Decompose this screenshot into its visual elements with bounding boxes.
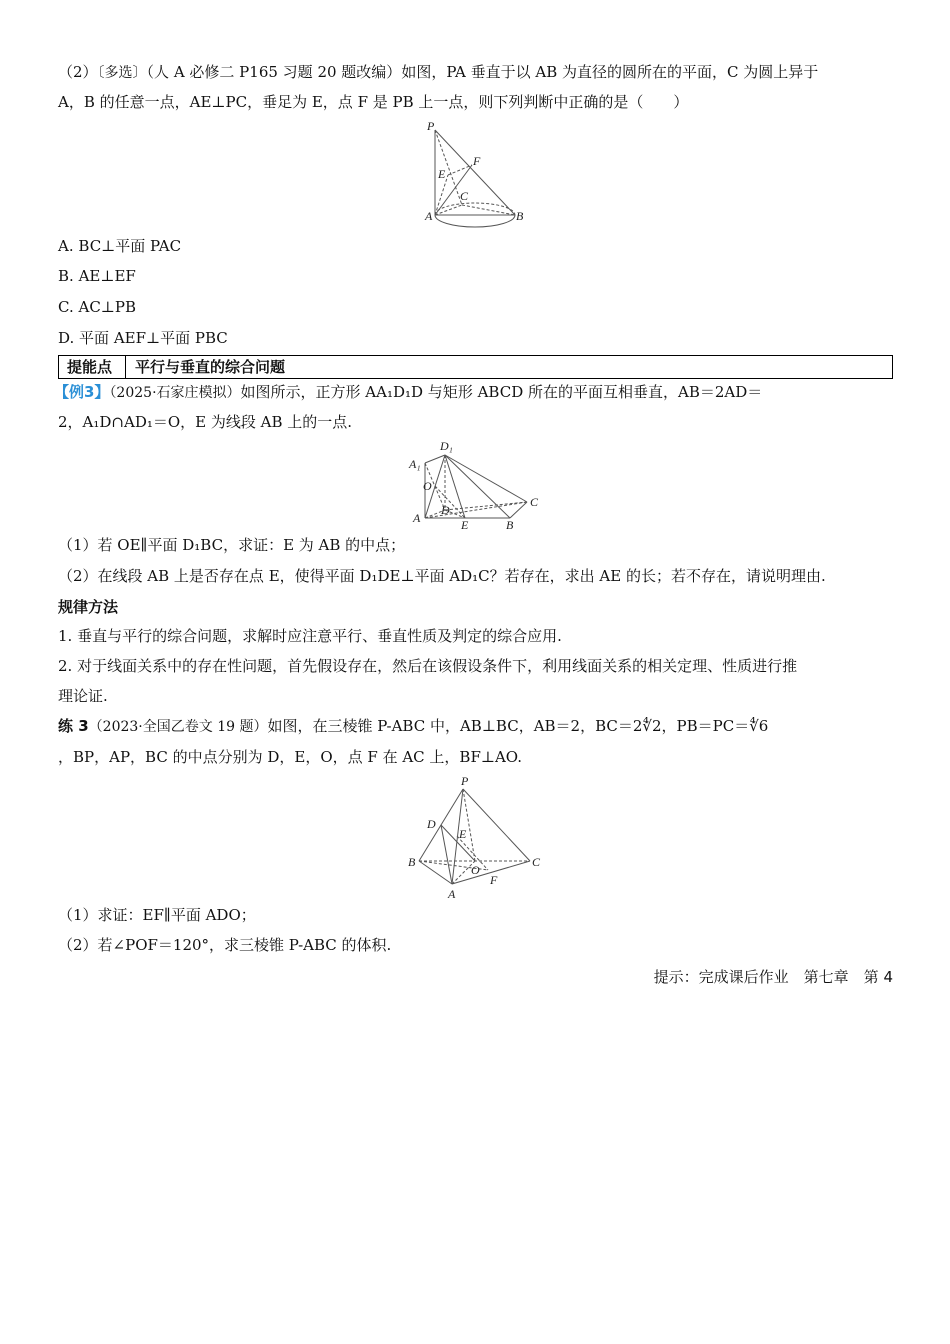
label-A1: A₁ <box>409 457 421 471</box>
label-C: C <box>460 189 469 203</box>
practice3-diagram-svg <box>405 774 545 904</box>
method-item2a: 2. 对于线面关系中的存在性问题，首先假设存在，然后在该假设条件下，利用线面关系的相关定理、性质进行推 <box>58 657 798 675</box>
segment-PB <box>435 130 515 215</box>
example3-diagram-svg <box>405 438 550 533</box>
method-title: 规律方法 <box>58 598 119 616</box>
example3-line2: 2，A₁D∩AD₁＝O，E 为线段 AB 上的一点. <box>58 413 353 431</box>
label-C: C <box>532 855 541 869</box>
practice3-source: （2023·全国乙卷文 19 题） <box>88 719 268 735</box>
label-A: A <box>425 209 433 223</box>
option-a-label: A. <box>58 237 74 255</box>
q2-option-a <box>58 236 893 256</box>
segment-BA <box>419 861 452 884</box>
option-d-text: 平面 AEF⊥平面 PBC <box>79 329 228 347</box>
method-item2b: 理论证. <box>58 687 108 705</box>
q2-diagram-svg <box>420 120 540 230</box>
label-E: E <box>459 827 467 841</box>
practice3-sub2: （2）若∠POF＝120°，求三棱锥 P-ABC 的体积. <box>58 936 392 954</box>
footer-hint: 提示：完成课后作业 第七章 第 4 <box>653 968 893 986</box>
label-P: P <box>427 119 435 133</box>
label-C: C <box>530 495 539 509</box>
segment-AE <box>435 175 448 215</box>
q2-figure <box>420 120 540 230</box>
practice3-label: 练 3 <box>58 717 89 735</box>
label-D1: D₁ <box>440 439 453 453</box>
knowledge-point-divider <box>125 356 126 378</box>
q2-option-b <box>58 266 893 286</box>
label-P: P <box>461 774 469 788</box>
q2-option-d <box>58 328 893 348</box>
example3-text-line1: 如图所示，正方形 AA₁D₁D 与矩形 ABCD 所在的平面互相垂直，AB＝2AD＝ <box>240 383 763 401</box>
practice3-text-line1: 如图，在三棱锥 P-ABC 中，AB⊥BC，AB＝2，BC＝2∜2，PB＝PC＝∜6 <box>267 717 769 735</box>
knowledge-point-label: 提能点 <box>67 358 113 376</box>
knowledge-point-box <box>58 355 893 379</box>
label-E: E <box>438 167 446 181</box>
option-b-text: AE⊥EF <box>78 267 136 285</box>
q2-number: （2） <box>58 63 98 81</box>
example3-line1 <box>54 382 889 403</box>
example3-tag: 【例3】 <box>54 383 110 401</box>
label-A: A <box>448 887 456 901</box>
label-D: D <box>441 503 450 517</box>
circle-front-arc <box>435 215 515 227</box>
label-E: E <box>461 518 469 532</box>
option-a-text: BC⊥平面 PAC <box>78 237 182 255</box>
knowledge-point-title: 平行与垂直的综合问题 <box>135 358 286 376</box>
option-c-label: C. <box>58 298 74 316</box>
option-b-label: B. <box>58 267 74 285</box>
q2-source: （人 A 必修二 P165 习题 20 题改编） <box>146 63 402 81</box>
practice3-line2: ，BP，AP，BC 的中点分别为 D，E，O，点 F 在 AC 上，BF⊥AO. <box>58 748 522 766</box>
q2-option-c <box>58 297 893 317</box>
example3-source: （2025·石家庄模拟） <box>109 385 241 401</box>
label-D: D <box>427 817 436 831</box>
label-B: B <box>408 855 416 869</box>
practice3-sub1: （1）求证：EF∥平面 ADO； <box>58 906 256 924</box>
segment-BC <box>510 502 527 518</box>
label-O: O <box>471 863 480 877</box>
q2-stem-line2: A，B 的任意一点，AE⊥PC，垂足为 E，点 F 是 PB 上一点，则下列判断中正确的是（ ） <box>58 93 689 111</box>
segment-A1D1 <box>425 455 445 463</box>
label-B: B <box>516 209 524 223</box>
segment-DA <box>441 825 452 884</box>
example3-sub1: （1）若 OE∥平面 D₁BC，求证：E 为 AB 的中点； <box>58 536 406 554</box>
option-d-label: D. <box>58 329 75 347</box>
q2-tag: 〔多选〕 <box>97 65 147 81</box>
label-O: O <box>423 479 432 493</box>
segment-OE <box>435 486 465 518</box>
q2-stem-line1: 如图，PA 垂直于以 AB 为直径的圆所在的平面，C 为圆上异于 <box>401 63 819 81</box>
label-F: F <box>473 154 481 168</box>
method-item1: 1. 垂直与平行的综合问题，求解时应注意平行、垂直性质及判定的综合应用. <box>58 627 562 645</box>
example3-sub2: （2）在线段 AB 上是否存在点 E，使得平面 D₁DE⊥平面 AD₁C？若存在，求出 AE 的长；若不存在，请说明理由. <box>58 567 826 585</box>
option-c-text: AC⊥PB <box>78 298 137 316</box>
label-B: B <box>506 518 514 532</box>
example3-figure <box>405 438 550 533</box>
q2-line1 <box>58 62 893 83</box>
label-A: A <box>413 511 421 525</box>
practice3-line1 <box>58 716 893 737</box>
practice3-figure <box>405 774 545 904</box>
label-F: F <box>490 873 498 887</box>
